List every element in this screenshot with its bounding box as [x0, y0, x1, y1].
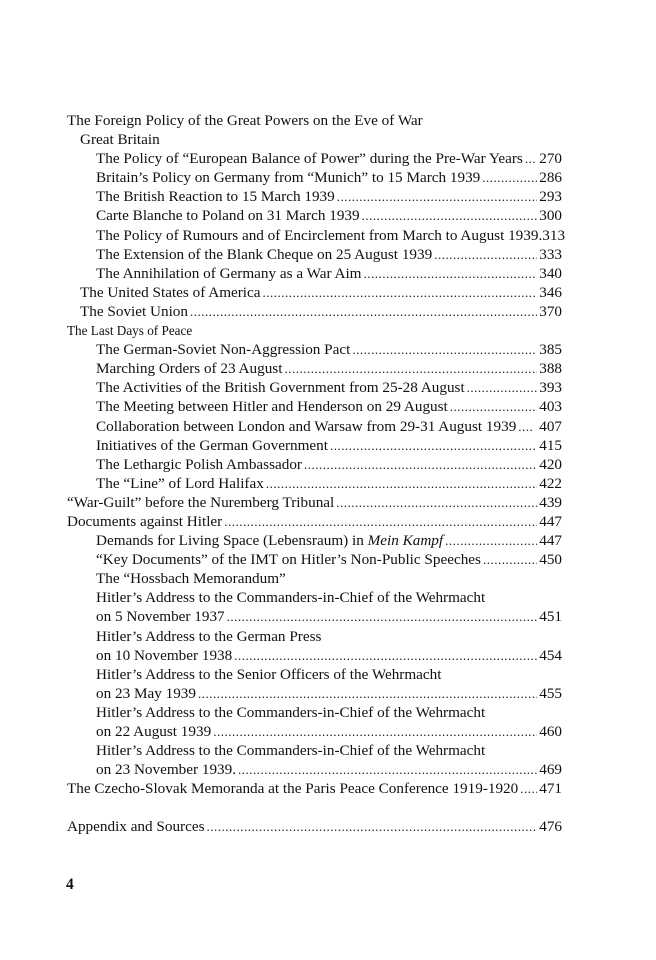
- toc-entry-page: 346: [539, 283, 562, 301]
- toc-entry-page: 447: [539, 532, 562, 550]
- toc-entry: [67, 779, 562, 798]
- toc-entry: [67, 493, 562, 512]
- toc-entry-title: [96, 665, 441, 684]
- toc-entry-title: [96, 550, 481, 569]
- toc-entry: [67, 684, 562, 703]
- toc-entry-title: [80, 283, 261, 302]
- toc-entry-title-text: The Soviet Union: [80, 302, 188, 320]
- toc-entry: [67, 130, 562, 149]
- toc-entry-title-text: The Lethargic Polish Ambassador: [96, 455, 302, 473]
- toc-entry-row: [96, 149, 562, 168]
- toc-entry: [67, 245, 562, 264]
- toc-entry: [67, 226, 566, 245]
- toc-entry-title-text: The British Reaction to 15 March 1939: [96, 188, 335, 206]
- dot-leader: [284, 359, 537, 378]
- toc-entry: [67, 187, 562, 206]
- toc-entry-title: [96, 226, 538, 245]
- toc-entry-row: [96, 226, 566, 245]
- toc-entry-page: 333: [539, 245, 562, 263]
- toc-entry-page: 270: [539, 150, 562, 168]
- toc-entry-row: [96, 340, 562, 359]
- toc-entry-row: [67, 321, 562, 340]
- toc-entry-row: [96, 168, 562, 187]
- toc-entry: [67, 550, 562, 569]
- toc-entry-title: [96, 340, 350, 359]
- dot-leader: [518, 417, 534, 436]
- toc-entry-row: [67, 111, 562, 130]
- dot-leader: [467, 378, 538, 397]
- toc-entry-title-text: Hitler’s Address to the Commanders-in-Chief of the Wehrmacht: [96, 703, 486, 721]
- toc-entry-page: 385: [539, 341, 562, 359]
- toc-entry: [67, 741, 562, 760]
- toc-entry: [67, 474, 562, 493]
- toc-entry: [67, 340, 562, 359]
- toc-entry-title-text: Hitler’s Address to the German Press: [96, 627, 322, 645]
- toc-entry-title-text: “War-Guilt” before the Nuremberg Tribunal: [67, 493, 335, 511]
- toc-entry: [67, 531, 562, 550]
- toc-entry-title-text: The Activities of the British Government from 25-28 August: [96, 379, 465, 397]
- toc-entry: [67, 569, 562, 588]
- toc-entry: [67, 436, 562, 455]
- toc-entry-title: [96, 187, 335, 206]
- dot-leader: [227, 607, 538, 626]
- toc-entry-title: [96, 607, 225, 626]
- toc-entry-page: 403: [539, 398, 562, 416]
- toc-entry-row: [96, 245, 562, 264]
- toc-entry-title: [96, 569, 286, 588]
- toc-entry-row: [96, 722, 562, 741]
- toc-entry: [67, 455, 562, 474]
- toc-entry-page: 300: [539, 207, 562, 225]
- dot-leader: [445, 531, 537, 550]
- dot-leader: [213, 722, 537, 741]
- toc-entry-title: [67, 817, 205, 836]
- toc-entry-page: .313: [538, 226, 566, 244]
- toc-entry-title: [96, 206, 360, 225]
- toc-entry-row: [96, 206, 562, 225]
- toc-entry-page: 454: [539, 646, 562, 664]
- toc-entry-row: [96, 455, 562, 474]
- toc-entry-row: [96, 378, 562, 397]
- toc-entry-row: [96, 741, 562, 760]
- toc-entry-page: 388: [539, 360, 562, 378]
- toc-entry-row: [96, 417, 562, 436]
- toc-entry-title: [96, 436, 328, 455]
- dot-leader: [525, 149, 537, 168]
- toc-entry-title: [67, 321, 192, 340]
- toc-entry-title-text: The Meeting between Hitler and Henderson on 29 August: [96, 398, 448, 416]
- toc-entry-title-text: on 23 May 1939: [96, 684, 196, 702]
- dot-leader: [450, 397, 537, 416]
- toc-entry-page: 420: [539, 455, 562, 473]
- toc-entry: [67, 397, 562, 416]
- toc-entry: [67, 760, 562, 779]
- toc-entry-title: [96, 588, 485, 607]
- toc-entry-title-text: Hitler’s Address to the Senior Officers of the Wehrmacht: [96, 665, 442, 683]
- dot-leader: [207, 817, 538, 836]
- toc-entry-title: [96, 245, 432, 264]
- toc-entry-row: [96, 187, 562, 206]
- toc-entry-title-text: The Last Days of Peace: [67, 323, 193, 339]
- toc-entry: [67, 607, 562, 626]
- toc-entry-page: 293: [539, 188, 562, 206]
- toc-entry-row: [80, 302, 562, 321]
- toc-entry-title-text: on 23 November 1939.: [96, 761, 237, 779]
- toc-entry-row: [96, 569, 562, 588]
- toc-entry-page: 455: [539, 684, 562, 702]
- toc-entry-title: [96, 531, 443, 550]
- dot-leader: [363, 264, 537, 283]
- dot-leader: [482, 168, 537, 187]
- toc-entry-title: [80, 130, 160, 149]
- toc-entry-page: 469: [539, 761, 562, 779]
- toc-entry-title: [96, 264, 361, 283]
- toc-entry-title: [96, 378, 465, 397]
- toc-entry-title-text: on 22 August 1939: [96, 723, 212, 740]
- toc-entry: [67, 646, 562, 665]
- dot-leader: [263, 283, 538, 302]
- dot-leader: [190, 302, 537, 321]
- toc-entry-title: [67, 779, 518, 798]
- toc-entry-title: [96, 627, 321, 646]
- toc-entry: [67, 321, 562, 340]
- dot-leader: [352, 340, 537, 359]
- toc-entry-title: [96, 417, 516, 436]
- dot-leader: [304, 455, 537, 474]
- toc-entry: [67, 264, 562, 283]
- toc-entry-row: [96, 646, 562, 665]
- toc-entry-page: 447: [539, 512, 562, 530]
- toc-entry-row: [96, 703, 562, 722]
- toc-entry-title-text: Marching Orders of 23 August: [96, 360, 283, 378]
- dot-leader: [520, 779, 537, 798]
- page-number: 4: [66, 876, 74, 893]
- toc-entry-row: [67, 512, 562, 531]
- dot-leader: [336, 493, 537, 512]
- toc-entry-title-text: Appendix and Sources: [67, 818, 205, 836]
- toc-entry-row: [96, 607, 562, 626]
- toc-entry-title-text: The Policy of “European Balance of Power” during the Pre-War Years: [96, 150, 523, 168]
- toc-entry-title-text: Hitler’s Address to the Commanders-in-Chief of the Wehrmacht: [96, 742, 486, 760]
- toc-entry-row: [80, 283, 562, 302]
- dot-leader: [266, 474, 537, 493]
- toc-entry-page: 450: [539, 551, 562, 569]
- toc-entry-page: 370: [539, 302, 562, 320]
- toc-entry-page: 340: [539, 264, 562, 282]
- toc-entry: [67, 378, 562, 397]
- toc-entry-row: [96, 359, 562, 378]
- toc-entry-title-text: The United States of America: [80, 283, 261, 301]
- toc-entry-row: [96, 627, 562, 646]
- toc-entry-title: [96, 359, 282, 378]
- toc-entry-title: [96, 168, 480, 187]
- toc-entry-title-text: The Annihilation of Germany as a War Aim: [96, 264, 362, 282]
- toc-entry-title-text: on 5 November 1937: [96, 608, 225, 626]
- toc-entry: [67, 817, 562, 836]
- toc-entry-title: [96, 397, 448, 416]
- toc-entry-title-italic: Mein Kampf: [367, 532, 444, 550]
- toc-entry-title-text: The Policy of Rumours and of Encirclement from March to August 1939: [96, 226, 539, 244]
- toc-entry-title-text: The Extension of the Blank Cheque on 25 August 1939: [96, 245, 433, 263]
- toc-entry-title-text: Collaboration between London and Warsaw from 29-31 August 1939: [96, 417, 517, 435]
- toc-entry-title: [80, 302, 188, 321]
- toc-entry-row: [67, 779, 562, 798]
- toc-entry-row: [96, 264, 562, 283]
- toc-entry-row: [80, 130, 562, 149]
- toc-entry-title-text: The Foreign Policy of the Great Powers on the Eve of War: [67, 112, 423, 129]
- toc-entry-row: [96, 436, 562, 455]
- toc-entry-title: [96, 474, 264, 493]
- toc-entry-row: [96, 588, 562, 607]
- toc-entry-title: [96, 703, 485, 722]
- toc-entry-row: [96, 684, 562, 703]
- toc-entry-title: [67, 111, 423, 130]
- toc-entry-title-text: Documents against Hitler: [67, 512, 223, 530]
- toc-entry-title-text: “Key Documents” of the IMT on Hitler’s Non-Public Speeches: [96, 551, 481, 569]
- toc-entry-row: [96, 474, 562, 493]
- toc-entry-title: [96, 455, 302, 474]
- toc-entry-title: [96, 760, 236, 779]
- toc-entry-page: 393: [539, 379, 562, 397]
- dot-leader: [198, 684, 537, 703]
- dot-leader: [337, 187, 537, 206]
- toc-entry: [67, 359, 562, 378]
- toc-entry-page: 415: [539, 436, 562, 454]
- dot-leader: [362, 206, 538, 225]
- toc-entry: [67, 283, 562, 302]
- toc-entry-title-text: The German-Soviet Non-Aggression Pact: [96, 341, 351, 359]
- toc-entry-row: [96, 665, 562, 684]
- toc-entry-title-text: Britain’s Policy on Germany from “Munich” to 15 March 1939: [96, 169, 481, 187]
- dot-leader: [238, 760, 537, 779]
- toc-entry-row: [96, 397, 562, 416]
- toc-entry-title: [67, 512, 222, 531]
- toc-entry-row: [96, 531, 562, 550]
- toc-entry: [67, 149, 562, 168]
- toc-entry-page: 471: [539, 780, 562, 798]
- toc-entry-title: [96, 741, 485, 760]
- table-of-contents: [67, 111, 566, 837]
- toc-entry-page: 286: [539, 169, 562, 187]
- dot-leader: [234, 646, 537, 665]
- toc-entry: [67, 627, 562, 646]
- toc-entry-title-text: Initiatives of the German Government: [96, 436, 328, 454]
- toc-entry-title-text: The Czecho-Slovak Memoranda at the Paris Peace Conference 1919-1920: [67, 780, 519, 798]
- toc-entry-row: [96, 550, 562, 569]
- toc-entry-title-text: on 10 November 1938: [96, 646, 233, 664]
- toc-entry-title: [67, 493, 334, 512]
- toc-entry-title-text: Demands for Living Space (Lebensraum) in: [96, 532, 368, 550]
- toc-entry-title: [96, 646, 232, 665]
- toc-entry-page: 451: [539, 608, 562, 626]
- toc-entry-title-text: Hitler’s Address to the Commanders-in-Chief of the Wehrmacht: [96, 589, 486, 607]
- toc-entry-title-text: The “Line” of Lord Halifax: [96, 474, 264, 492]
- toc-entry-page: 407: [539, 417, 562, 435]
- toc-entry: [67, 111, 562, 130]
- toc-entry: [67, 665, 562, 684]
- dot-leader: [330, 436, 537, 455]
- toc-entry-title: [96, 149, 523, 168]
- toc-entry-row: [67, 817, 562, 836]
- toc-entry: [67, 722, 562, 741]
- toc-entry-page: 460: [539, 723, 562, 740]
- toc-entry: [67, 206, 562, 225]
- toc-entry-title: [96, 684, 196, 703]
- toc-entry: [67, 588, 562, 607]
- toc-entry: [67, 302, 562, 321]
- toc-entry: [67, 168, 562, 187]
- toc-entry-page: 422: [539, 474, 562, 492]
- dot-leader: [483, 550, 537, 569]
- toc-entry-title-text: The “Hossbach Memorandum”: [96, 570, 286, 588]
- toc-entry-title-text: Great Britain: [80, 131, 160, 149]
- toc-entry-title: [96, 722, 211, 741]
- toc-entry: [67, 512, 562, 531]
- toc-entry-page: 439: [539, 493, 562, 511]
- dot-leader: [224, 512, 537, 531]
- toc-entry-title-text: Carte Blanche to Poland on 31 March 1939: [96, 207, 360, 225]
- toc-entry-row: [96, 760, 562, 779]
- toc-entry-page: 476: [539, 818, 562, 836]
- toc-entry: [67, 703, 562, 722]
- toc-entry-row: [67, 493, 562, 512]
- dot-leader: [434, 245, 537, 264]
- toc-entry: [67, 417, 562, 436]
